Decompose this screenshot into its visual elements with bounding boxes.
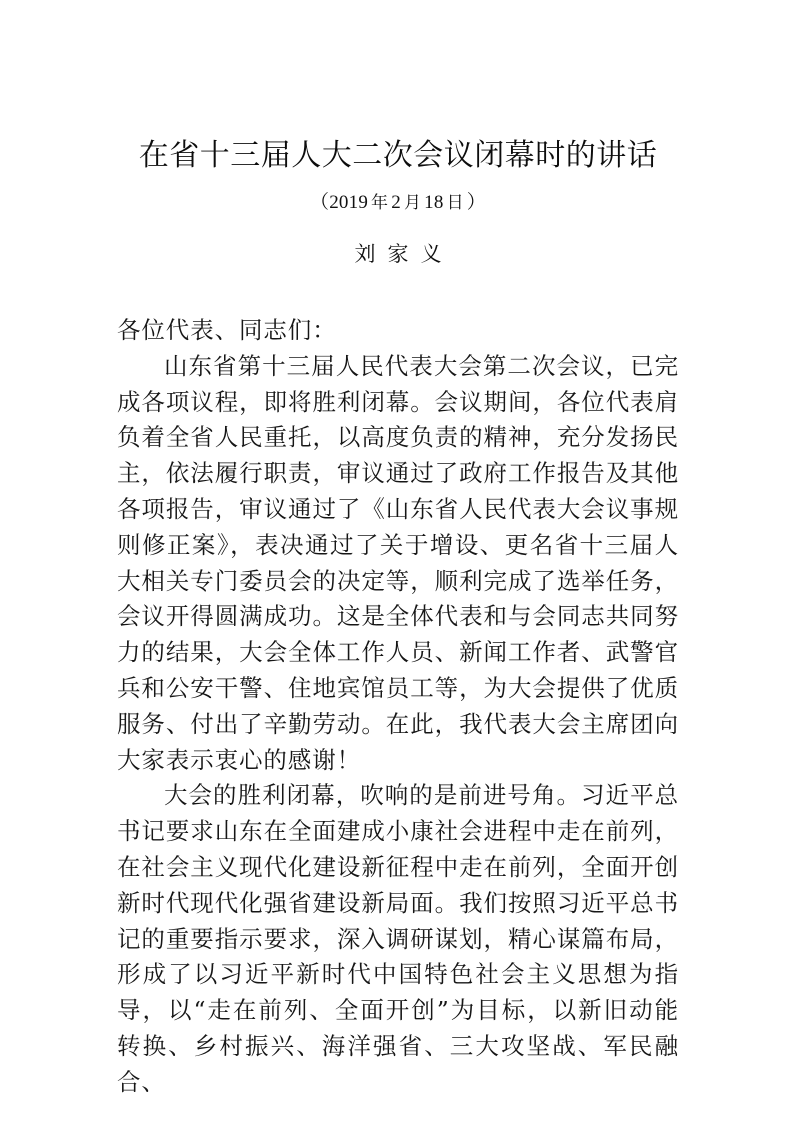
document-content-column (117, 0, 679, 1101)
date-day: 18 (424, 192, 444, 213)
page-title: 在省十三届人大二次会议闭幕时的讲话 (138, 138, 658, 173)
date-close-paren: ） (466, 191, 486, 213)
body-paragraph-1: 山东省第十三届人民代表大会第二次会议，已完成各项议程，即将胜利闭幕。会议期间，各位代表肩负着全省人民重托，以高度负责的精神，充分发扬民主，依法履行职责，审议通过了政府工作报告及其他各项报告，审议通过了《山东省人民代表大会议事规则修正案》，表决通过了关于增设、更名省十三届人大相关专门委员会的决定等，顺利完成了选举任务，会议开得圆满成功。这是全体代表和与会同志共同努力的结果，大会全体工作人员、新闻工作者、武警官兵和公安干警、住地宾馆员工等，为大会提供了优质服务、付出了辛勤劳动。在此，我代表大会主席团向大家表示衷心的感谢！ (117, 351, 679, 774)
date-month: 2 (391, 192, 401, 213)
body-paragraph-2: 大会的胜利闭幕，吹响的是前进号角。习近平总书记要求山东在全面建成小康社会进程中走在前列，在社会主义现代化建设新征程中走在前列，全面开创新时代现代化强省建设新局面。我们按照习近平总书记的重要指示要求，深入调研谋划，精心谋篇布局，形成了以习近平新时代中国特色社会主义思想为指导，以“走在前列、全面开创”为目标，以新旧动能转换、乡村振兴、海洋强省、三大攻坚战、军民融合、 (117, 781, 679, 1096)
author-name: 刘家义 (354, 242, 454, 266)
date-year-unit: 年 (371, 193, 389, 213)
document-date-line (117, 177, 679, 217)
document-body (117, 269, 679, 1101)
date-year: 2019 (329, 192, 369, 213)
salutation-line: 各位代表、同志们： (117, 316, 337, 344)
date-open-paren: （ (310, 191, 330, 213)
date-day-unit: 日 (446, 193, 464, 213)
date-month-unit: 月 (403, 193, 422, 213)
